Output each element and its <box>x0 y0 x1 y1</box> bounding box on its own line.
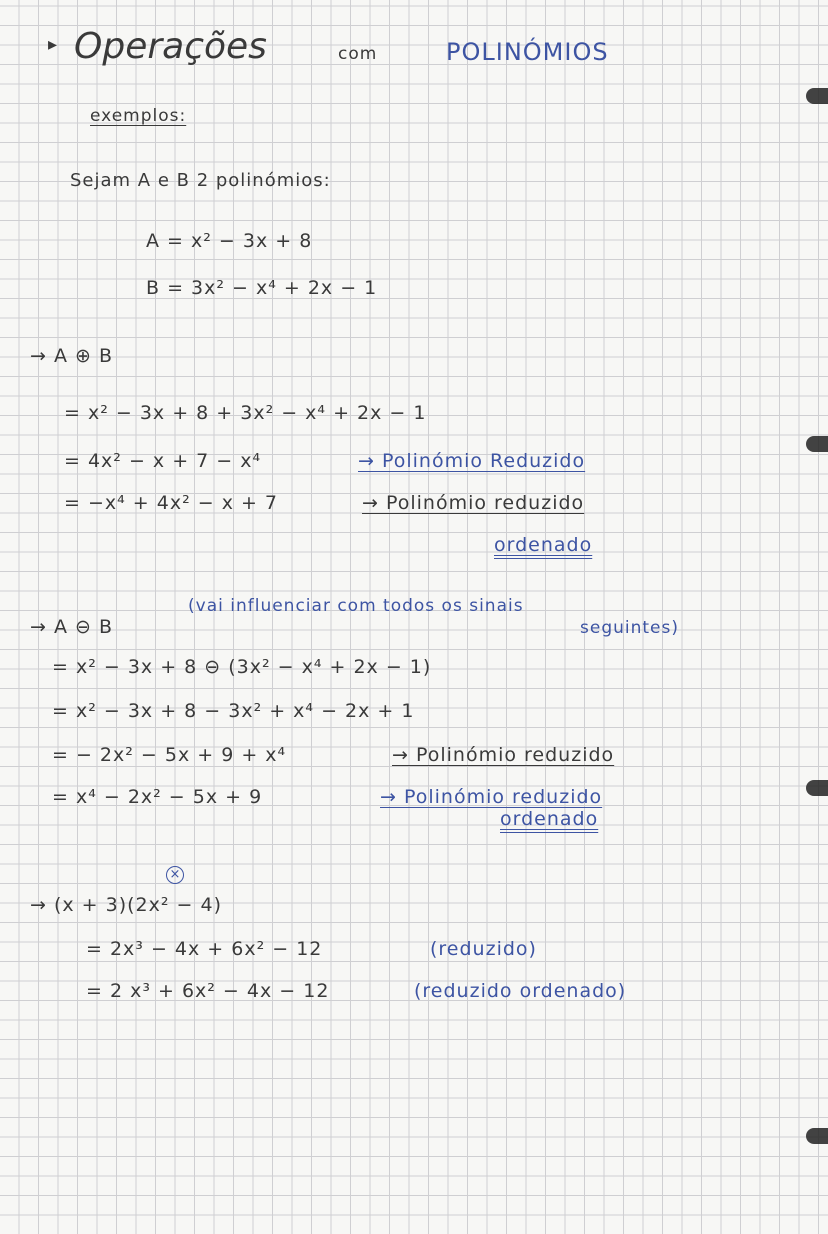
diff-comment-2: seguintes) <box>580 618 679 638</box>
diff-comment: (vai influenciar com todos os sinais <box>188 596 524 616</box>
prod-line-1: = 2x³ − 4x + 6x² − 12 <box>86 938 323 960</box>
sum-line-1: = x² − 3x + 8 + 3x² − x⁴ + 2x − 1 <box>64 402 427 424</box>
page-title: Operações <box>74 26 267 67</box>
sum-note-ordered: → Polinómio reduzido <box>362 492 585 514</box>
title-topic: POLINÓMIOS <box>446 38 609 66</box>
examples-label: exemplos: <box>90 106 187 126</box>
intro-text: Sejam A e B 2 polinómios: <box>70 170 331 191</box>
sum-line-2: = 4x² − x + 7 − x⁴ <box>64 450 262 472</box>
binder-hole <box>806 88 828 104</box>
diff-heading: → A ⊖ B <box>30 616 113 638</box>
prod-heading: → (x + 3)(2x² − 4) <box>30 894 222 916</box>
diff-note-ordered: → Polinómio reduzido <box>380 786 603 808</box>
diff-line-2: = x² − 3x + 8 − 3x² + x⁴ − 2x + 1 <box>52 700 415 722</box>
binder-hole <box>806 1128 828 1144</box>
binder-hole <box>806 436 828 452</box>
sum-note-reduced: → Polinómio Reduzido <box>358 450 586 472</box>
def-b: B = 3x² − x⁴ + 2x − 1 <box>146 277 378 299</box>
multiply-icon: × <box>166 866 184 884</box>
prod-line-2: = 2 x³ + 6x² − 4x − 12 <box>86 980 330 1002</box>
diff-line-1: = x² − 3x + 8 ⊖ (3x² − x⁴ + 2x − 1) <box>52 656 432 678</box>
prod-note-reduced: (reduzido) <box>430 938 537 960</box>
diff-note-reduced: → Polinómio reduzido <box>392 744 615 766</box>
bullet-icon: ▸ <box>48 34 59 55</box>
diff-note-ordered-2: ordenado <box>500 808 599 830</box>
sum-note-ordered-2: ordenado <box>494 534 593 556</box>
def-a: A = x² − 3x + 8 <box>146 230 313 252</box>
title-connector: com <box>338 44 378 64</box>
sum-line-3: = −x⁴ + 4x² − x + 7 <box>64 492 279 514</box>
diff-line-4: = x⁴ − 2x² − 5x + 9 <box>52 786 263 808</box>
diff-line-3: = − 2x² − 5x + 9 + x⁴ <box>52 744 287 766</box>
binder-hole <box>806 780 828 796</box>
prod-note-ordered: (reduzido ordenado) <box>414 980 627 1002</box>
sum-heading: → A ⊕ B <box>30 345 113 367</box>
